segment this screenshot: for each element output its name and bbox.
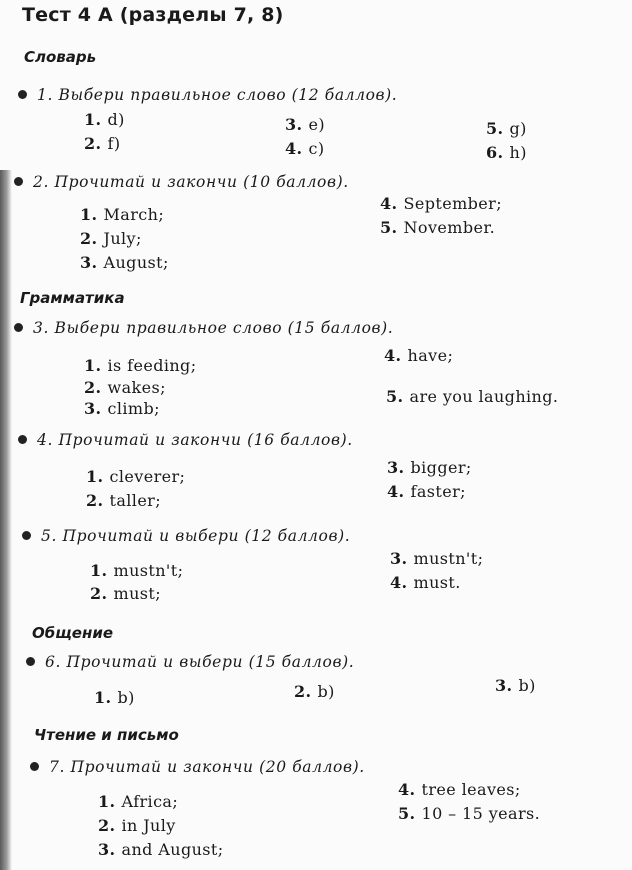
bullet-icon bbox=[18, 90, 27, 99]
answer-number: 6. bbox=[486, 143, 504, 162]
bullet-icon bbox=[14, 177, 23, 186]
answer-number: 2. bbox=[84, 378, 102, 397]
answer-text: wakes; bbox=[107, 378, 166, 397]
answer-number: 3. bbox=[390, 549, 408, 568]
bullet-icon bbox=[14, 323, 23, 332]
task-2-label: 2. Прочитай и закончи (10 баллов). bbox=[33, 173, 349, 191]
answer-text: b) bbox=[117, 688, 135, 707]
answer-text: must; bbox=[113, 584, 162, 603]
section-heading-vocabulary: Словарь bbox=[24, 48, 97, 66]
answer-text: g) bbox=[509, 119, 527, 138]
answer-text: must. bbox=[413, 573, 461, 592]
task-4-answer-4 bbox=[387, 482, 466, 501]
task-3-answer-1 bbox=[84, 356, 197, 375]
answer-number: 3. bbox=[80, 253, 98, 272]
task-4-answer-1 bbox=[86, 467, 185, 486]
section-heading-communication: Общение bbox=[32, 624, 114, 642]
task-6-answer-3 bbox=[495, 676, 536, 695]
answer-text: cleverer; bbox=[109, 467, 186, 486]
section-heading-grammar: Грамматика bbox=[20, 289, 125, 307]
answer-number: 5. bbox=[380, 218, 398, 237]
task-7-answer-1 bbox=[98, 792, 178, 811]
bullet-icon bbox=[18, 435, 27, 444]
task-1-answer-5 bbox=[486, 119, 527, 138]
answer-text: mustn't; bbox=[413, 549, 484, 568]
answer-text: h) bbox=[509, 143, 527, 162]
answer-text: taller; bbox=[109, 491, 162, 510]
answer-number: 5. bbox=[486, 119, 504, 138]
answer-text: faster; bbox=[410, 482, 466, 501]
answer-text: is feeding; bbox=[107, 356, 197, 375]
answer-number: 1. bbox=[84, 110, 102, 129]
answer-number: 4. bbox=[390, 573, 408, 592]
answer-number: 5. bbox=[398, 804, 416, 823]
task-4-label: 4. Прочитай и закончи (16 баллов). bbox=[37, 431, 353, 449]
answer-text: bigger; bbox=[410, 458, 472, 477]
answer-number: 1. bbox=[90, 561, 108, 580]
answer-number: 3. bbox=[387, 458, 405, 477]
task-3-heading bbox=[14, 319, 393, 337]
answer-number: 2. bbox=[80, 229, 98, 248]
answer-text: July; bbox=[103, 229, 142, 248]
task-3-answer-5 bbox=[386, 387, 558, 406]
task-2-heading bbox=[14, 173, 349, 191]
answer-number: 1. bbox=[98, 792, 116, 811]
task-1-answer-4 bbox=[285, 139, 325, 158]
task-6-answer-1 bbox=[94, 688, 135, 707]
answer-number: 4. bbox=[285, 139, 303, 158]
task-3-answer-4 bbox=[384, 346, 453, 365]
answer-number: 1. bbox=[94, 688, 112, 707]
task-7-answer-2 bbox=[98, 816, 176, 835]
answer-text: have; bbox=[407, 346, 454, 365]
answer-number: 2. bbox=[294, 682, 312, 701]
answer-text: and August; bbox=[121, 840, 224, 859]
task-1-heading bbox=[18, 86, 397, 104]
task-5-answer-1 bbox=[90, 561, 183, 580]
answer-number: 1. bbox=[80, 205, 98, 224]
task-6-label: 6. Прочитай и выбери (15 баллов). bbox=[45, 653, 355, 671]
task-1-answer-3 bbox=[285, 115, 325, 134]
answer-number: 3. bbox=[84, 399, 102, 418]
answer-text: b) bbox=[518, 676, 536, 695]
bullet-icon bbox=[22, 531, 31, 540]
task-4-heading bbox=[18, 431, 353, 449]
task-4-answer-2 bbox=[86, 491, 161, 510]
answer-text: d) bbox=[107, 110, 125, 129]
answer-number: 2. bbox=[90, 584, 108, 603]
task-5-label: 5. Прочитай и выбери (12 баллов). bbox=[41, 527, 351, 545]
answer-text: March; bbox=[103, 205, 165, 224]
task-7-answer-5 bbox=[398, 804, 540, 823]
task-5-answer-4 bbox=[390, 573, 461, 592]
task-7-label: 7. Прочитай и закончи (20 баллов). bbox=[49, 758, 365, 776]
task-6-heading bbox=[26, 653, 354, 671]
answer-text: f) bbox=[107, 134, 121, 153]
answer-text: Africa; bbox=[121, 792, 179, 811]
task-3-label: 3. Выбери правильное слово (15 баллов). bbox=[33, 319, 394, 337]
bullet-icon bbox=[30, 762, 39, 771]
answer-number: 2. bbox=[98, 816, 116, 835]
answer-number: 1. bbox=[84, 356, 102, 375]
answer-text: September; bbox=[403, 194, 503, 213]
task-5-answer-2 bbox=[90, 584, 161, 603]
task-3-answer-3 bbox=[84, 399, 160, 418]
answer-number: 4. bbox=[380, 194, 398, 213]
answer-number: 2. bbox=[86, 491, 104, 510]
answer-number: 3. bbox=[495, 676, 513, 695]
answer-text: are you laughing. bbox=[409, 387, 559, 406]
answer-number: 4. bbox=[387, 482, 405, 501]
answer-number: 3. bbox=[285, 115, 303, 134]
scan-edge-shadow bbox=[0, 170, 12, 870]
answer-number: 3. bbox=[98, 840, 116, 859]
answer-number: 4. bbox=[398, 780, 416, 799]
answer-text: e) bbox=[308, 115, 326, 134]
task-2-answer-5 bbox=[380, 218, 495, 237]
answer-number: 5. bbox=[386, 387, 404, 406]
task-1-label: 1. Выбери правильное слово (12 баллов). bbox=[37, 86, 398, 104]
answer-text: c) bbox=[308, 139, 325, 158]
section-heading-reading-writing: Чтение и письмо bbox=[34, 726, 179, 744]
answer-number: 1. bbox=[86, 467, 104, 486]
answer-text: August; bbox=[103, 253, 169, 272]
page-title: Тест 4 А (разделы 7, 8) bbox=[22, 4, 284, 26]
answer-number: 4. bbox=[384, 346, 402, 365]
answer-text: in July bbox=[121, 816, 176, 835]
task-2-answer-4 bbox=[380, 194, 502, 213]
answer-number: 2. bbox=[84, 134, 102, 153]
task-6-answer-2 bbox=[294, 682, 335, 701]
task-4-answer-3 bbox=[387, 458, 472, 477]
task-7-answer-4 bbox=[398, 780, 521, 799]
answer-text: b) bbox=[317, 682, 335, 701]
answer-text: tree leaves; bbox=[421, 780, 521, 799]
task-2-answer-2 bbox=[80, 229, 142, 248]
answer-text: November. bbox=[403, 218, 496, 237]
answer-text: 10 – 15 years. bbox=[421, 804, 541, 823]
task-2-answer-3 bbox=[80, 253, 169, 272]
task-5-heading bbox=[22, 527, 350, 545]
task-1-answer-1 bbox=[84, 110, 125, 129]
task-5-answer-3 bbox=[390, 549, 483, 568]
task-3-answer-2 bbox=[84, 378, 166, 397]
task-7-answer-3 bbox=[98, 840, 224, 859]
bullet-icon bbox=[26, 657, 35, 666]
answer-text: mustn't; bbox=[113, 561, 184, 580]
task-1-answer-6 bbox=[486, 143, 527, 162]
task-7-heading bbox=[30, 758, 365, 776]
answer-text: climb; bbox=[107, 399, 160, 418]
task-2-answer-1 bbox=[80, 205, 164, 224]
task-1-answer-2 bbox=[84, 134, 120, 153]
